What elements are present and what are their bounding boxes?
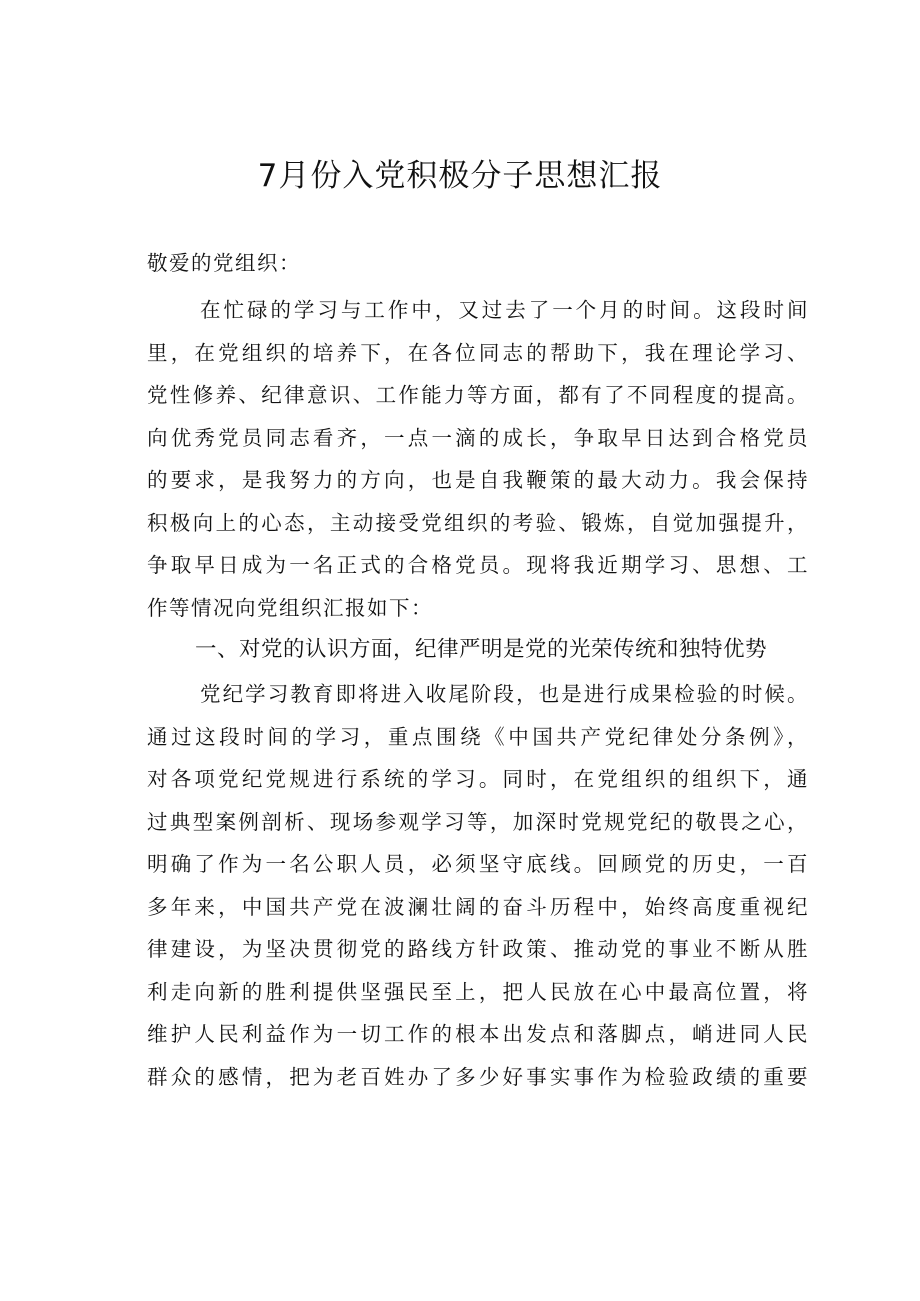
paragraph-line: 群众的感情，把为老百姓办了多少好事实事作为检验政绩的重要 <box>147 1064 809 1089</box>
paragraph-line: 积极向上的心态，主动接受党组织的考验、锻炼，自觉加强提升， <box>147 510 809 535</box>
paragraph-line: 通过这段时间的学习，重点围绕《中国共产党纪律处分条例》， <box>147 724 809 749</box>
paragraph-line: 多年来，中国共产党在波澜壮阔的奋斗历程中，始终高度重视纪 <box>147 894 809 919</box>
paragraph-line: 党性修养、纪律意识、工作能力等方面，都有了不同程度的提高。 <box>147 383 809 407</box>
paragraph-line: 对各项党纪党规进行系统的学习。同时，在党组织的组织下，通 <box>147 767 809 791</box>
paragraph-line: 争取早日成为一名正式的合格党员。现将我近期学习、思想、工 <box>147 553 809 577</box>
paragraph-line: 明确了作为一名公职人员，必须坚守底线。回顾党的历史，一百 <box>147 852 809 876</box>
paragraph-line: 党纪学习教育即将进入收尾阶段，也是进行成果检验的时候。 <box>200 682 809 706</box>
paragraph-line: 过典型案例剖析、现场参观学习等，加深时党规党纪的敬畏之心， <box>147 809 809 834</box>
paragraph-line: 维护人民利益作为一切工作的根本出发点和落脚点，峭进同人民 <box>147 1022 809 1046</box>
section-heading: 一、对党的认识方面，纪律严明是党的光荣传统和独特优势 <box>195 637 768 662</box>
paragraph-line: 律建设，为坚决贯彻党的路线方针政策、推动党的事业不断从胜 <box>147 937 809 961</box>
paragraph-line: 里，在党组织的培养下，在各位同志的帮助下，我在理论学习、 <box>147 340 809 365</box>
salutation: 敬爱的党组织： <box>147 251 301 275</box>
paragraph-line: 利走向新的胜利提供坚强民至上，把人民放在心中最高位置，将 <box>147 979 809 1004</box>
paragraph-line: 作等情况向党组织汇报如下： <box>147 595 433 620</box>
document-title: 7月份入党积极分子思想汇报 <box>257 158 663 194</box>
paragraph-line: 在忙碌的学习与工作中，又过去了一个月的时间。这段时间 <box>200 298 809 322</box>
paragraph-line: 的要求，是我努力的方向，也是自我鞭策的最大动力。我会保持 <box>147 468 809 492</box>
paragraph-2 <box>147 673 809 1098</box>
paragraph-line: 向优秀党员同志看齐，一点一滴的成长，争取早日达到合格党员 <box>147 425 809 450</box>
paragraph-1 <box>147 289 809 629</box>
